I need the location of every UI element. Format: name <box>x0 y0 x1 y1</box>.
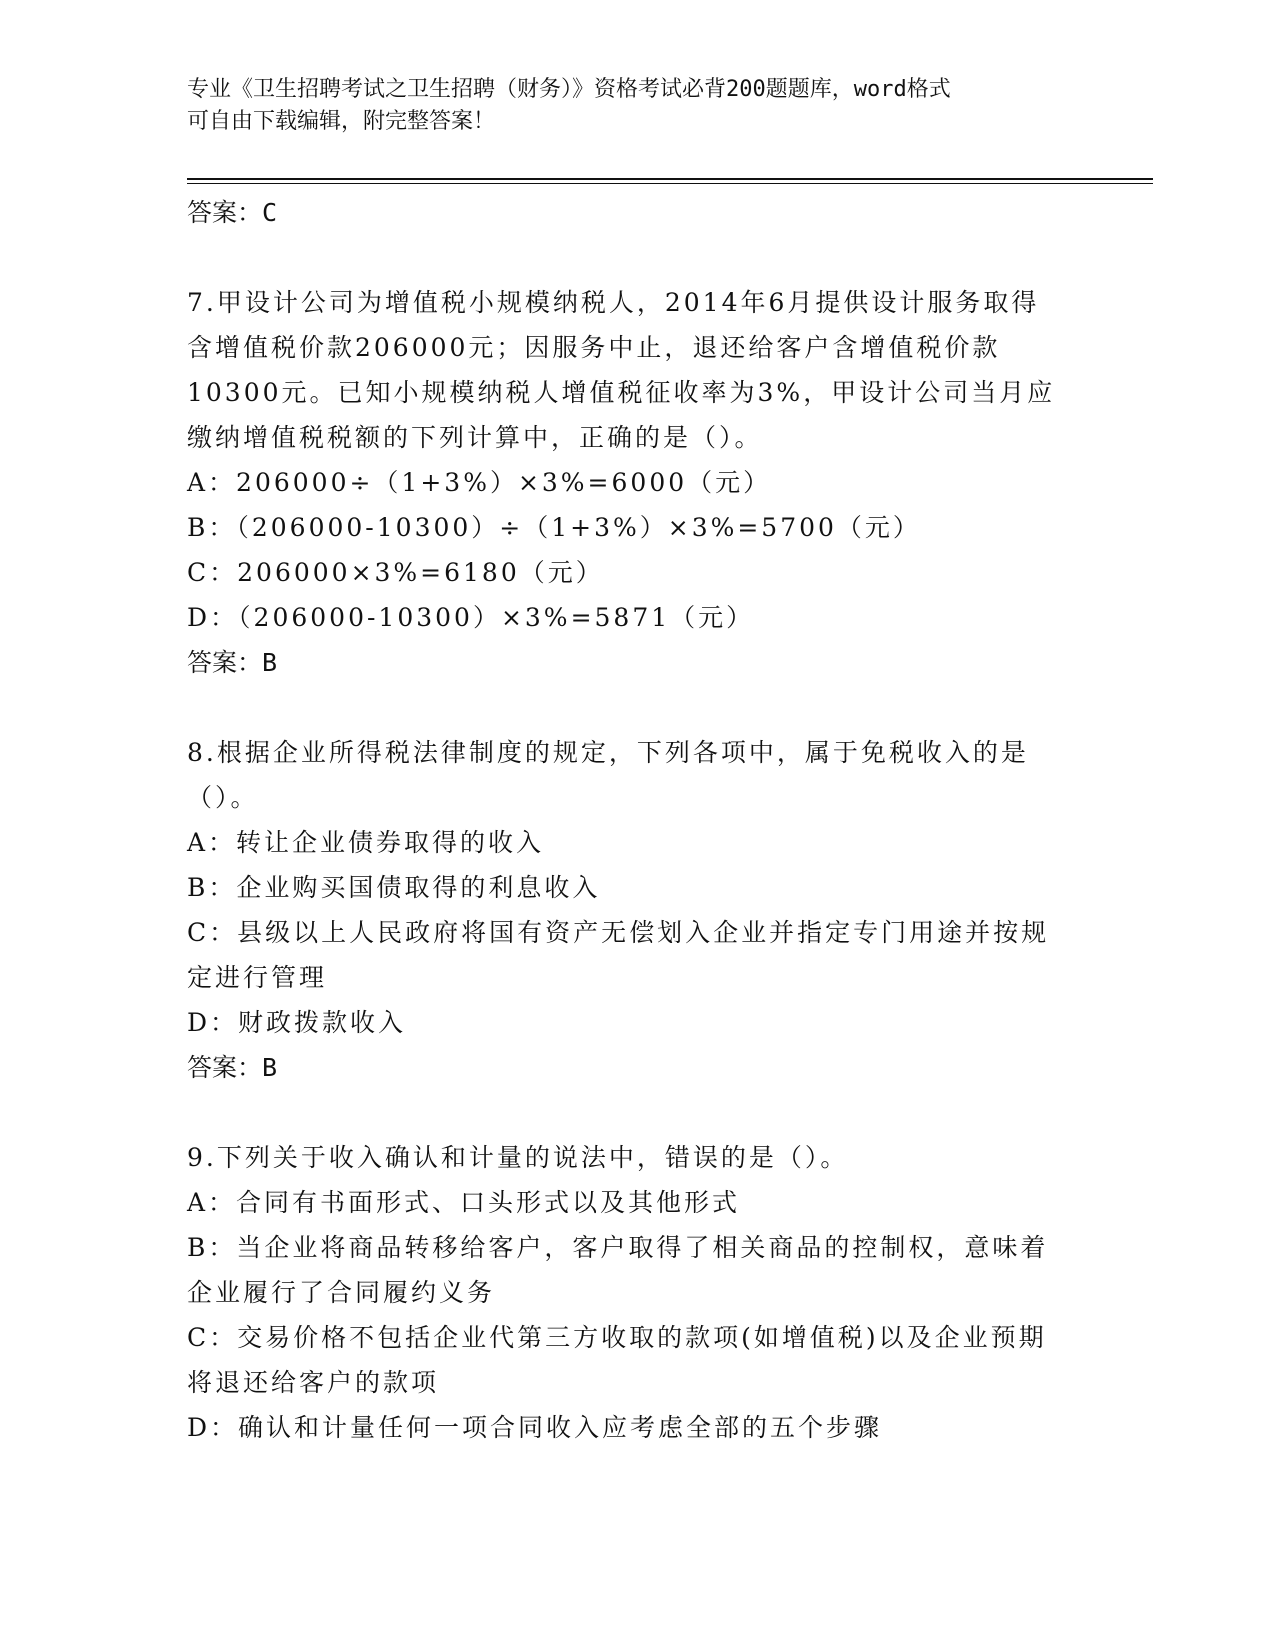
question-stem-line: 9.下列关于收入确认和计量的说法中，错误的是（）。 <box>187 1143 849 1172</box>
question-block <box>187 730 1087 1091</box>
question-list <box>187 190 1087 1450</box>
question-option-line: B：（206000-10300）÷（1+3%）×3%=5700（元） <box>187 513 921 542</box>
answer-line: 答案：B <box>187 648 278 677</box>
question-option-line: A：206000÷（1+3%）×3%=6000（元） <box>187 468 772 497</box>
question-block <box>187 1135 1087 1450</box>
question-gap <box>187 236 1087 280</box>
question-gap <box>187 686 1087 730</box>
question-option-line: 企业履行了合同履约义务 <box>187 1278 496 1307</box>
header-line-1: 专业《卫生招聘考试之卫生招聘（财务）》资格考试必背200题题库，word格式 <box>187 77 951 102</box>
question-option-line: 定进行管理 <box>187 963 328 992</box>
question-option-line: B：当企业将商品转移给客户，客户取得了相关商品的控制权，意味着 <box>187 1233 1049 1262</box>
question-stem-line: 含增值税价款206000元；因服务中止，退还给客户含增值税价款 <box>187 333 1001 362</box>
question-option-line: C：交易价格不包括企业代第三方收取的款项(如增值税)以及企业预期 <box>187 1323 1047 1352</box>
header-rule-thick <box>187 178 1153 180</box>
question-stem-line: 缴纳增值税税额的下列计算中，正确的是（）。 <box>187 423 763 452</box>
previous-answer: 答案：C <box>187 198 278 227</box>
question-block <box>187 280 1087 686</box>
question-option-line: D：确认和计量任何一项合同收入应考虑全部的五个步骤 <box>187 1413 883 1442</box>
question-option-line: A：转让企业债券取得的收入 <box>187 828 545 857</box>
question-option-line: D：财政拨款收入 <box>187 1008 407 1037</box>
page-header <box>187 74 1067 138</box>
question-gap <box>187 1091 1087 1135</box>
question-stem-line: 7.甲设计公司为增值税小规模纳税人，2014年6月提供设计服务取得 <box>187 288 1040 317</box>
answer-line: 答案：B <box>187 1053 278 1082</box>
question-option-line: B：企业购买国债取得的利息收入 <box>187 873 601 902</box>
question-option-line: C：206000×3%=6180（元） <box>187 558 604 587</box>
header-line-2: 可自由下载编辑，附完整答案！ <box>187 109 496 134</box>
question-stem-line: （）。 <box>187 783 259 812</box>
question-stem-line: 8.根据企业所得税法律制度的规定，下列各项中，属于免税收入的是 <box>187 738 1029 767</box>
question-stem-line: 10300元。已知小规模纳税人增值税征收率为3%，甲设计公司当月应 <box>187 378 1056 407</box>
question-option-line: C：县级以上人民政府将国有资产无偿划入企业并指定专门用途并按规 <box>187 918 1050 947</box>
question-option-line: 将退还给客户的款项 <box>187 1368 440 1397</box>
question-option-line: D：（206000-10300）×3%=5871（元） <box>187 603 755 632</box>
question-option-line: A：合同有书面形式、口头形式以及其他形式 <box>187 1188 741 1217</box>
header-rule-thin <box>187 183 1153 184</box>
